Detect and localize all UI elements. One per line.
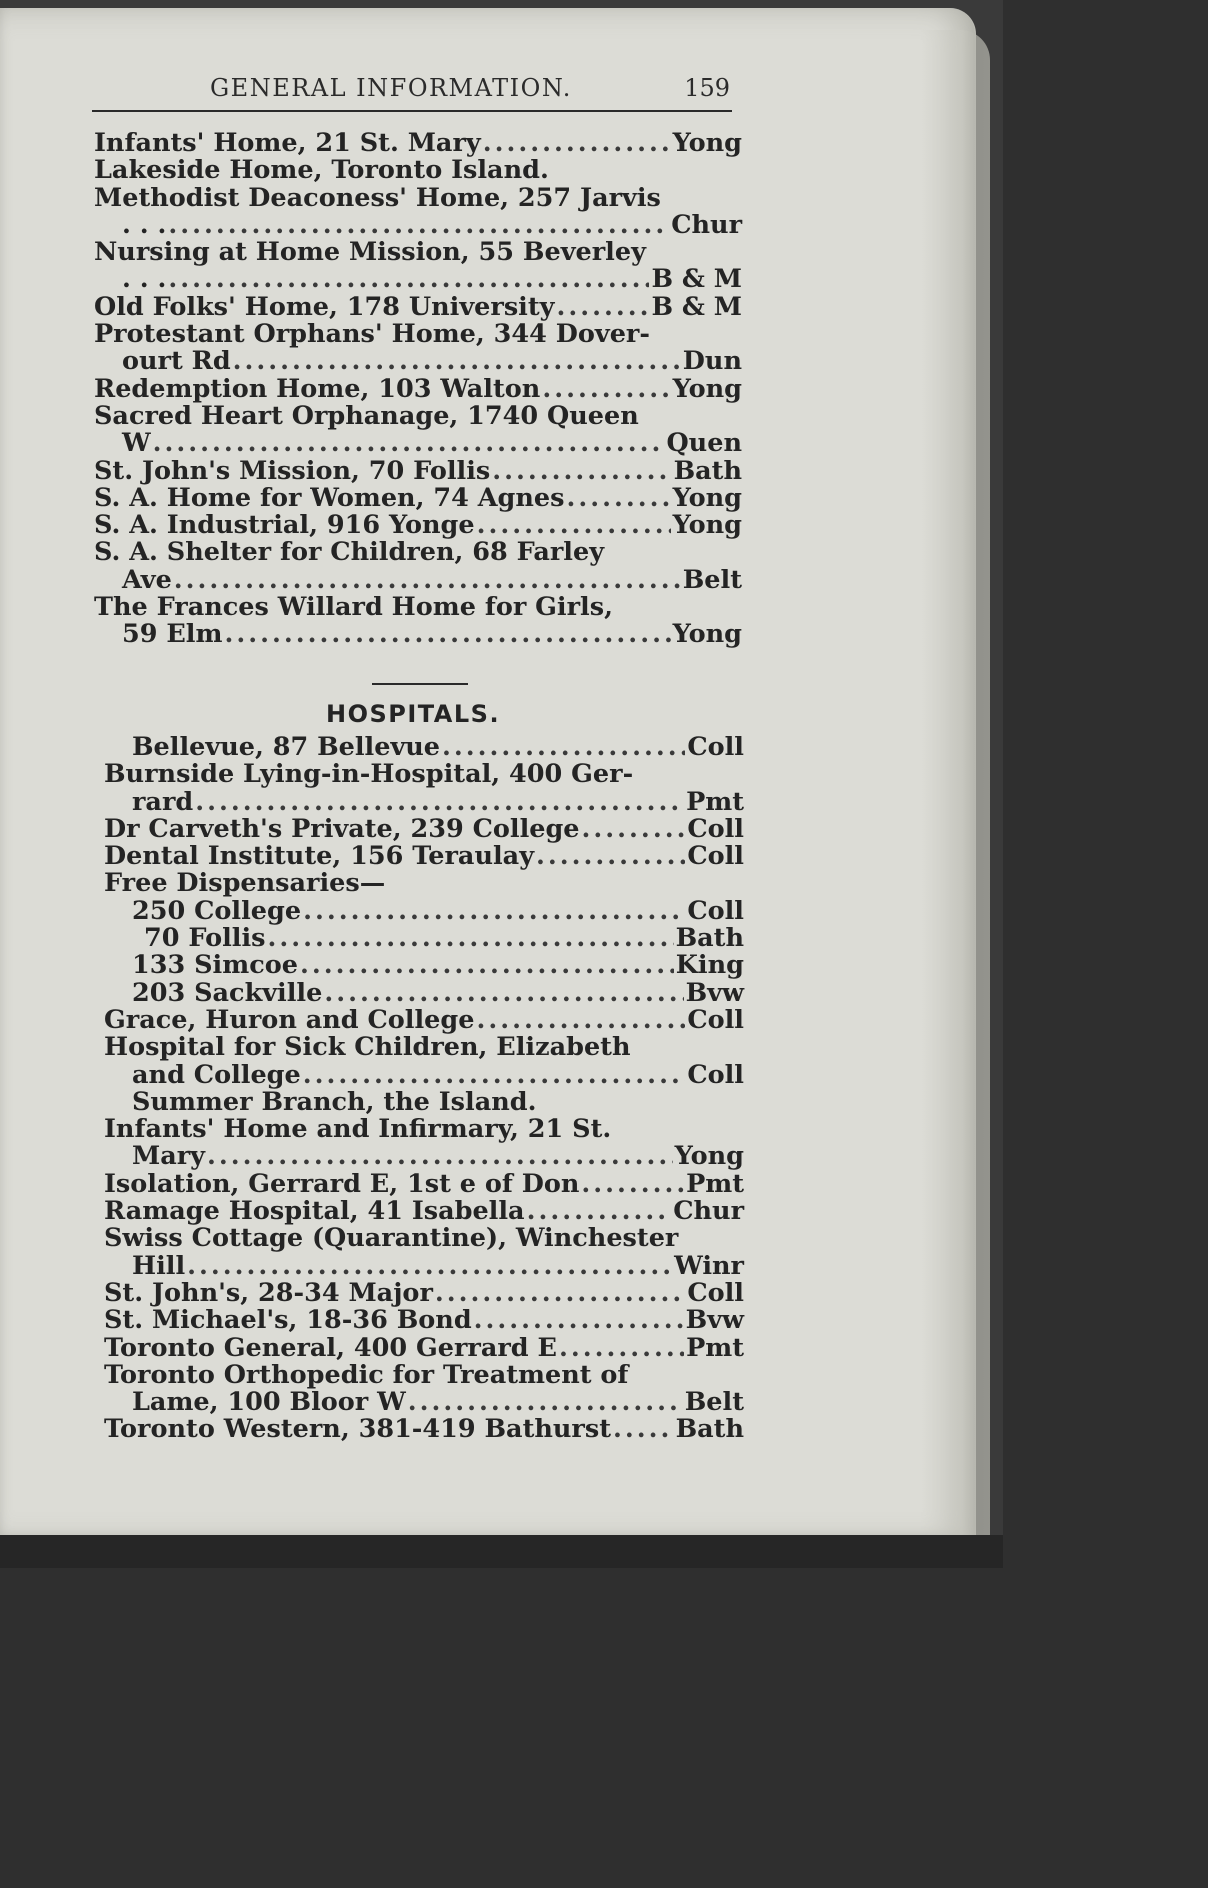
entry-district-code: Winr: [674, 1250, 744, 1281]
entry-line: [94, 400, 742, 431]
section-divider: [372, 683, 468, 685]
entry-district-code: Belt: [684, 1387, 744, 1418]
entry-line: [94, 348, 742, 375]
dot-leader: [613, 1416, 674, 1443]
entry-text: rard: [132, 786, 194, 817]
entry-line: [104, 1225, 744, 1252]
page-number: 159: [684, 74, 730, 102]
entry-text: . . .: [122, 209, 167, 240]
hospitals-heading: HOSPITALS.: [326, 700, 501, 728]
directory-entry: [104, 870, 744, 897]
dot-leader: [556, 294, 649, 321]
entry-text: Isolation, Gerrard E, 1st e of Don: [104, 1168, 580, 1199]
dot-leader: [477, 512, 671, 539]
entry-line: [94, 291, 742, 322]
entry-text: Protestant Orphans' Home, 344 Dover-: [94, 319, 650, 350]
entry-line: [104, 952, 744, 979]
entry-text: Redemption Home, 103 Walton: [94, 373, 541, 404]
entry-text: Toronto Orthopedic for Treatment of: [104, 1359, 629, 1390]
entry-line: [94, 321, 742, 348]
entry-line: [104, 843, 744, 870]
dot-leader: [435, 1280, 685, 1307]
entry-text: . . .: [122, 264, 167, 295]
entry-line: [104, 1307, 744, 1334]
entry-line: [94, 209, 742, 240]
entry-text: Ramage Hospital, 41 Isabella: [104, 1196, 525, 1227]
entry-district-code: Yong: [674, 1141, 744, 1172]
directory-entry: [94, 130, 742, 157]
directory-entry: [104, 977, 744, 1008]
entry-line: [104, 1168, 744, 1199]
entry-text: 59 Elm: [122, 619, 223, 650]
directory-entry: [104, 952, 744, 979]
entry-district-code: Coll: [687, 813, 744, 844]
entry-line: [94, 157, 742, 184]
directory-entry: [104, 1116, 744, 1171]
entry-text: St. Michael's, 18-36 Bond: [104, 1305, 472, 1336]
entry-line: [104, 786, 744, 817]
dot-leader: [174, 567, 681, 594]
entry-line: [94, 621, 742, 648]
dot-leader: [492, 458, 671, 485]
entry-text: S. A. Industrial, 916 Yonge: [94, 510, 475, 541]
entry-line: [104, 1198, 744, 1225]
dot-leader: [224, 621, 670, 648]
dot-leader: [442, 734, 685, 761]
dot-leader: [476, 1007, 685, 1034]
directory-entry: [104, 1168, 744, 1199]
entry-text: The Frances Willard Home for Girls,: [94, 592, 613, 623]
directory-entry: [104, 1307, 744, 1334]
dot-leader: [566, 485, 670, 512]
running-header-title: GENERAL INFORMATION.: [210, 74, 572, 102]
entry-line: [94, 594, 742, 621]
directory-entry: [94, 182, 742, 240]
scan-bottom-edge: [0, 1535, 1003, 1568]
dot-leader: [483, 130, 671, 157]
directory-entry: [94, 512, 742, 539]
dot-leader: [408, 1389, 683, 1416]
directory-entry: [94, 321, 742, 376]
entry-line: [104, 1116, 744, 1143]
entry-line: [94, 482, 742, 513]
dot-leader: [474, 1307, 684, 1334]
entry-district-code: Yong: [672, 128, 742, 158]
entry-text: Ave: [122, 564, 172, 595]
directory-entry: [104, 1086, 744, 1117]
entry-district-code: Pmt: [686, 1168, 744, 1199]
dot-leader: [300, 952, 674, 979]
hospitals-list: [104, 734, 744, 1444]
entry-district-code: Coll: [687, 1004, 744, 1035]
dot-leader: [542, 376, 670, 403]
entry-text: Infants' Home and Infirmary, 21 St.: [104, 1114, 612, 1145]
entry-district-code: Bvw: [685, 1305, 744, 1336]
entry-text: Burnside Lying-in-Hospital, 400 Ger-: [104, 759, 634, 790]
entry-text: and College: [132, 1059, 301, 1090]
directory-entry: [94, 373, 742, 404]
directory-entry: [94, 400, 742, 459]
entry-text: S. A. Home for Women, 74 Agnes: [94, 482, 565, 513]
entry-line: [104, 734, 744, 761]
dot-leader: [536, 843, 685, 870]
entry-text: St. John's Mission, 70 Follis: [94, 455, 491, 486]
entry-text: Bellevue, 87 Bellevue: [132, 732, 441, 762]
directory-entry: [104, 925, 744, 952]
directory-entry: [104, 1034, 744, 1089]
directory-entry: [104, 1332, 744, 1363]
directory-entry: [104, 734, 744, 761]
directory-entry: [104, 895, 744, 926]
entry-text: Summer Branch, the Island.: [132, 1086, 537, 1117]
entry-line: [104, 1416, 744, 1443]
directory-entry: [94, 239, 742, 294]
entry-text: Dental Institute, 156 Teraulay: [104, 841, 535, 872]
entry-line: [104, 977, 744, 1008]
entry-district-code: Chur: [673, 1196, 744, 1227]
entry-text: Mary: [132, 1141, 206, 1172]
entry-district-code: Dun: [682, 346, 742, 377]
entry-text: W: [122, 428, 151, 459]
dot-leader: [527, 1198, 672, 1225]
dot-leader: [268, 925, 674, 952]
page-edge-shadow: [920, 30, 990, 1540]
entry-line: [94, 182, 742, 213]
entry-line: [104, 1250, 744, 1281]
dot-leader: [195, 789, 684, 816]
dot-leader: [303, 1062, 686, 1089]
entry-text: Lakeside Home, Toronto Island.: [94, 155, 549, 186]
entry-text: Toronto Western, 381-419 Bathurst: [104, 1414, 611, 1445]
entry-district-code: B & M: [651, 264, 742, 295]
entry-district-code: Coll: [687, 895, 744, 926]
homes-list: [94, 130, 742, 649]
entry-district-code: Pmt: [686, 786, 744, 817]
entry-text: 203 Sackville: [132, 977, 323, 1008]
directory-entry: [104, 843, 744, 870]
entry-text: Lame, 100 Bloor W: [132, 1387, 406, 1418]
entry-line: [104, 1086, 744, 1117]
entry-line: [104, 1059, 744, 1090]
directory-entry: [94, 482, 742, 513]
entry-line: [94, 539, 742, 566]
directory-entry: [104, 1198, 744, 1225]
dot-leader: [581, 1171, 684, 1198]
dot-leader: [559, 1335, 684, 1362]
entry-line: [94, 512, 742, 539]
entry-text: Hospital for Sick Children, Elizabeth: [104, 1032, 631, 1063]
entry-line: [94, 373, 742, 404]
directory-entry: [94, 539, 742, 594]
entry-line: [94, 130, 742, 157]
entry-text: Hill: [132, 1250, 186, 1281]
entry-line: [94, 266, 742, 293]
entry-text: Nursing at Home Mission, 55 Beverley: [94, 237, 646, 268]
entry-line: [104, 761, 744, 788]
directory-entry: [104, 1004, 744, 1035]
entry-text: Methodist Deaconess' Home, 257 Jarvis: [94, 182, 661, 213]
entry-district-code: Yong: [672, 619, 742, 650]
dot-leader: [303, 898, 685, 925]
directory-entry: [104, 761, 744, 816]
dot-leader: [207, 1143, 673, 1170]
running-header: [92, 66, 732, 112]
entry-district-code: King: [675, 950, 744, 981]
entry-text: Sacred Heart Orphanage, 1740 Queen: [94, 400, 639, 431]
entry-district-code: Yong: [672, 373, 742, 404]
entry-line: [104, 1277, 744, 1308]
entry-line: [104, 1004, 744, 1035]
dot-leader: [168, 266, 649, 293]
directory-entry: [104, 1225, 744, 1280]
entry-district-code: Chur: [671, 209, 742, 240]
entry-text: Swiss Cottage (Quarantine), Winchester: [104, 1223, 679, 1254]
entry-district-code: Bath: [673, 455, 742, 486]
entry-district-code: Bath: [675, 1414, 744, 1445]
entry-text: Toronto General, 400 Gerrard E: [104, 1332, 557, 1363]
directory-entry: [94, 594, 742, 649]
entry-district-code: Quen: [666, 428, 742, 459]
entry-district-code: Bath: [675, 923, 744, 954]
dot-leader: [187, 1253, 672, 1280]
entry-line: [104, 1332, 744, 1363]
entry-line: [104, 870, 744, 897]
entry-line: [104, 1389, 744, 1416]
entry-line: [94, 239, 742, 266]
entry-district-code: Coll: [687, 1059, 744, 1090]
directory-entry: [94, 455, 742, 486]
entry-line: [104, 1359, 744, 1390]
entry-text: 70 Follis: [144, 923, 266, 954]
entry-district-code: Belt: [682, 564, 742, 595]
entry-district-code: Coll: [687, 1277, 744, 1308]
entry-line: [94, 455, 742, 486]
directory-entry: [104, 1416, 744, 1443]
entry-text: Free Dispensaries—: [104, 868, 386, 899]
directory-entry: [104, 813, 744, 844]
dot-leader: [153, 430, 665, 457]
entry-district-code: Pmt: [686, 1332, 744, 1363]
entry-text: S. A. Shelter for Children, 68 Farley: [94, 537, 605, 568]
entry-line: [104, 1034, 744, 1061]
entry-line: [104, 925, 744, 952]
entry-district-code: Yong: [672, 482, 742, 513]
entry-line: [94, 564, 742, 595]
entry-text: 250 College: [132, 895, 302, 926]
entry-district-code: Coll: [687, 732, 744, 762]
entry-text: 133 Simcoe: [132, 950, 298, 981]
directory-entry: [94, 157, 742, 184]
entry-text: Old Folks' Home, 178 University: [94, 291, 555, 322]
dot-leader: [324, 980, 683, 1007]
dot-leader: [233, 348, 681, 375]
entry-line: [94, 430, 742, 457]
entry-line: [104, 813, 744, 844]
entry-text: St. John's, 28-34 Major: [104, 1277, 433, 1308]
entry-text: Dr Carveth's Private, 239 College: [104, 813, 580, 844]
entry-district-code: Yong: [672, 510, 742, 541]
directory-entry: [104, 1277, 744, 1308]
entry-text: Grace, Huron and College: [104, 1004, 475, 1035]
directory-entry: [104, 1359, 744, 1418]
entry-text: ourt Rd: [122, 346, 231, 377]
entry-text: Infants' Home, 21 St. Mary: [94, 128, 481, 158]
entry-district-code: B & M: [651, 291, 742, 322]
entry-line: [104, 1143, 744, 1170]
entry-line: [104, 895, 744, 926]
entry-district-code: Bvw: [685, 977, 744, 1008]
dot-leader: [582, 816, 686, 843]
directory-entry: [94, 291, 742, 322]
entry-district-code: Coll: [687, 841, 744, 872]
dot-leader: [168, 212, 669, 239]
